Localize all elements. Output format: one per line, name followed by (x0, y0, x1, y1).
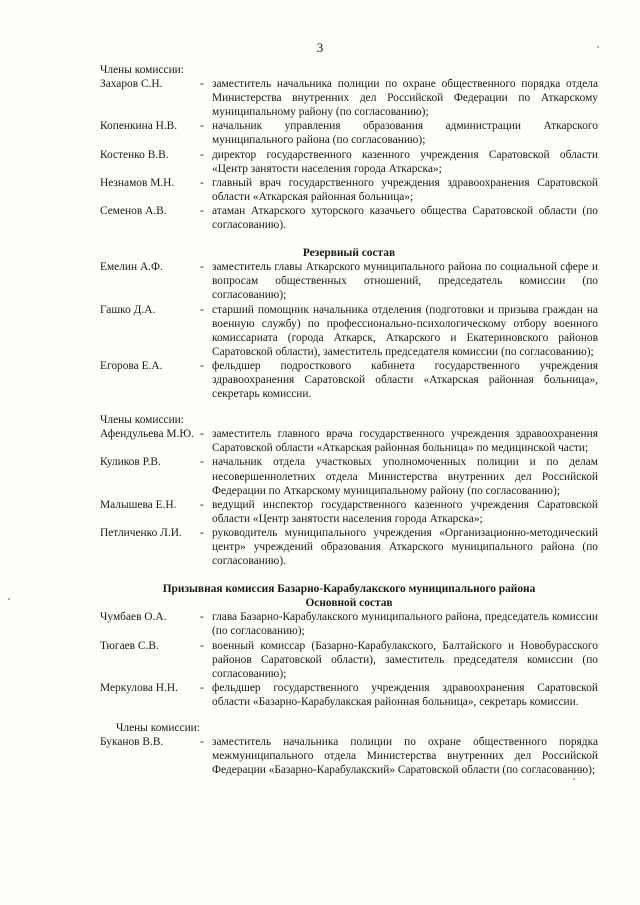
dash: - (200, 526, 204, 539)
dash: - (200, 736, 204, 749)
member-name: Захаров С.Н. (100, 78, 163, 91)
document-body (100, 63, 598, 777)
member-position: старший помощник начальника отделения (подготовки и призыва граждан на военную службу) по профессионально-психологическому отбору военного комиссариата (города Аткарск, Аткарского и Екатериновского районов Саратовской области), заместитель председателя комиссии (по согласованию); (212, 303, 598, 358)
member-position: заместитель главы Аткарского муниципального района по социальной сфере и вопросам общественных отношений, председатель комиссии (по согласованию); (212, 261, 598, 302)
scan-speck (573, 778, 575, 780)
dash: - (200, 498, 204, 511)
dash: - (200, 204, 204, 217)
members-label: Члены комиссии: (100, 64, 184, 76)
main-composition-list (100, 610, 598, 709)
member-name: Куликов Р.В. (100, 456, 161, 469)
member-name: Буканов В.В. (100, 736, 164, 749)
member-position: заместитель начальника полиции по охране общественного порядка межмуниципального отдела Министерства внутренних дел Российской Федерации «Базарно-Карабулакский» Саратовской области (по согласованию); (212, 736, 598, 777)
member-name: Гашко Д.А. (100, 303, 156, 316)
dash: - (200, 681, 204, 694)
member-position: главный врач государственного учреждения здравоохранения Саратовской области «Аткарская районная больница»; (212, 176, 598, 203)
member-name: Незнамов М.Н. (100, 176, 175, 189)
member-name: Чумбаев О.А. (100, 611, 167, 624)
member-position: глава Базарно-Карабулакского муниципального района, председатель комиссии (по согласованию); (212, 611, 598, 638)
members-list (100, 77, 598, 232)
dash: - (200, 78, 204, 91)
dash: - (200, 303, 204, 316)
member-row (100, 735, 598, 777)
dash: - (200, 261, 204, 274)
member-row (100, 119, 598, 147)
dash: - (200, 120, 204, 133)
member-row (100, 639, 598, 681)
member-row (100, 303, 598, 359)
page-number: 3 (316, 40, 324, 55)
member-position: начальник управления образования администрации Аткарского муниципального района (по согласованию); (212, 120, 598, 147)
dash: - (200, 611, 204, 624)
commission-heading: Призывная комиссия Базарно-Карабулакского муниципального района (162, 583, 536, 596)
member-name: Петличенко Л.И. (100, 526, 182, 539)
member-position: ведущий инспектор государственного казенного учреждения Саратовской области «Центр занятости населения города Аткарска»; (212, 498, 598, 525)
members-label: Члены комиссии: (100, 414, 184, 427)
member-row (100, 526, 598, 568)
member-position: фельдшер подросткового кабинета государственного учреждения здравоохранения Саратовской области «Аткарская районная больница», секретарь комиссии. (212, 359, 598, 401)
member-name: Малышева Е.Н. (100, 498, 177, 511)
member-name: Копенкина Н.В. (100, 120, 178, 133)
member-row (100, 176, 598, 204)
dash: - (200, 359, 204, 372)
dash: - (200, 176, 204, 189)
member-row (100, 204, 598, 232)
member-row (100, 498, 598, 526)
member-position: фельдшер государственного учреждения здравоохранения Саратовской области «Базарно-Карабулакская районная больница», секретарь комиссии. (212, 681, 598, 708)
member-name: Тюгаев С.В. (100, 639, 159, 652)
member-position: заместитель главного врача государственного учреждения здравоохранения Саратовской области «Аткарская районная больница» по медицинской части; (212, 428, 598, 455)
member-name: Афендульева М.Ю. (100, 428, 194, 441)
member-position: атаман Аткарского хуторского казачьего общества Саратовской области (по согласованию). (212, 204, 598, 232)
reserve-list (100, 260, 598, 401)
dash: - (200, 428, 204, 441)
member-position: руководитель муниципального учреждения «Организационно-методический центр» учреждений образования Аткарского муниципального района (по согласованию). (212, 526, 598, 568)
member-position: начальник отдела участковых уполномоченных полиции и по делам несовершеннолетних отдела Министерства внутренних дел Российской Федерации по Аткарскому муниципальному району (по согласованию); (212, 456, 598, 497)
member-position: заместитель начальника полиции по охране общественного порядка отдела Министерства внутренних дел Российской Федерации по Аткарскому муниципальному району (по согласованию); (212, 78, 598, 119)
member-name: Меркулова Н.Н. (100, 681, 178, 694)
member-position: директор государственного казенного учреждения Саратовской области «Центр занятости населения города Аткарска»; (212, 148, 598, 175)
scan-speck (8, 598, 10, 600)
member-row (100, 77, 598, 119)
member-row (100, 427, 598, 455)
dash: - (200, 456, 204, 469)
member-name: Семенов А.В. (100, 204, 167, 217)
dash: - (200, 639, 204, 652)
member-row (100, 610, 598, 638)
members-list (100, 735, 598, 777)
member-row (100, 359, 598, 401)
member-row (100, 455, 598, 497)
member-name: Костенко В.В. (100, 148, 169, 161)
member-name: Емелин А.Ф. (100, 261, 163, 274)
member-row (100, 681, 598, 709)
reserve-heading: Резервный состав (302, 247, 396, 260)
member-position: военный комиссар (Базарно-Карабулакского, Балтайского и Новобурасского районов Саратовской области), заместитель председателя комиссии (по согласованию); (212, 639, 598, 680)
member-row (100, 148, 598, 176)
member-row (100, 260, 598, 302)
members-label: Члены комиссии: (116, 722, 200, 735)
dash: - (200, 148, 204, 161)
main-composition-heading: Основной состав (305, 597, 393, 610)
members-list (100, 427, 598, 568)
member-name: Егорова Е.А. (100, 359, 163, 372)
scan-speck (597, 46, 599, 48)
